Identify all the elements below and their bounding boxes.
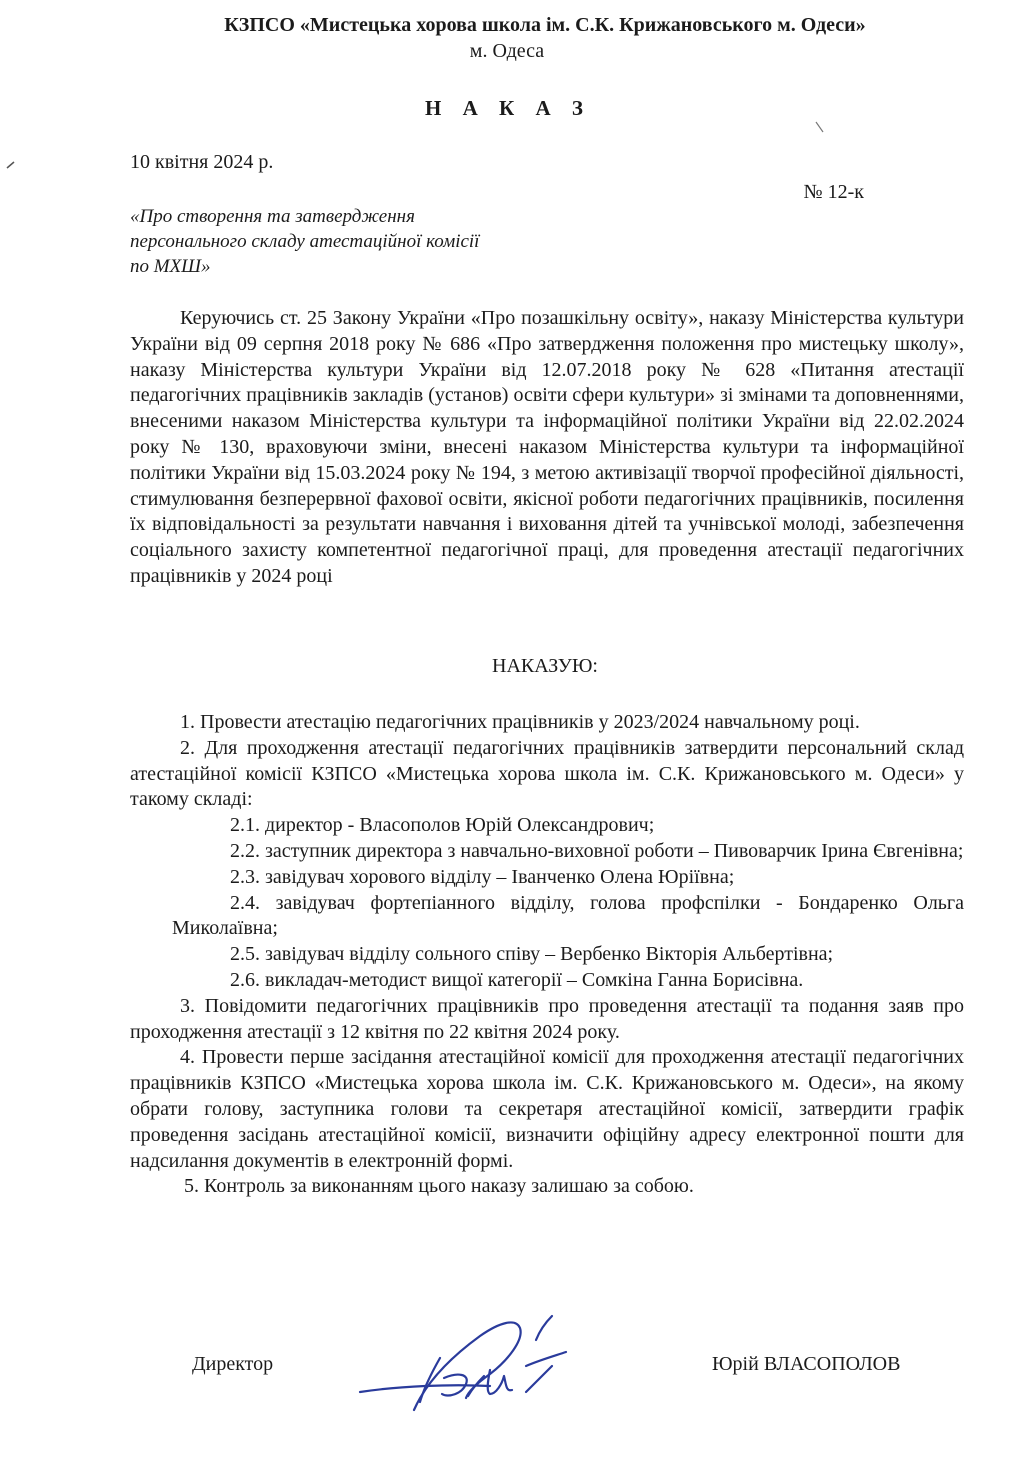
scan-speck xyxy=(6,160,16,170)
signatory-position: Директор xyxy=(192,1353,274,1375)
handwritten-signature xyxy=(340,1300,620,1450)
item-4: 4. Провести перше засідання атестаційної комісії для проходження атестації педагогічних працівників КЗПСО «Мистецька хорова школа ім. С.К. Крижановського м. Одеси», на якому обрати голову, заступника голови та секретаря атестаційної комісії, затвердити графік проведення засідань атестаційної комісії, визначити офіційну адресу електронної пошти для надсилання документів в електронній формі. xyxy=(130,1046,964,1172)
order-subject: «Про створення та затвердження персонального складу атестаційної комісії по МХШ» xyxy=(130,206,480,277)
decree-word: НАКАЗУЮ: xyxy=(492,655,598,677)
item-2: 2. Для проходження атестації педагогічних працівників затвердити персональний склад атестаційної комісії КЗПСО «Мистецька хорова школа ім. С.К. Крижановського м. Одеси» у такому складі: xyxy=(130,736,964,811)
scan-speck xyxy=(814,120,826,134)
order-items xyxy=(130,710,964,1200)
item-2-5: 2.5. завідувач відділу сольного співу – Вербенко Вікторія Альбертівна; xyxy=(230,943,834,966)
order-number: № 12-к xyxy=(803,181,864,203)
item-2-2: 2.2. заступник директора з навчально-виховної роботи – Пивоварчик Ірина Євгенівна; xyxy=(230,839,964,862)
item-3: 3. Повідомити педагогічних працівників про проведення атестації та подання заяв про проходження атестації з 12 квітня по 22 квітня 2024 року. xyxy=(130,994,964,1043)
item-2-4: 2.4. завідувач фортепіанного відділу, голова профспілки - Бондаренко Ольга Миколаївна; xyxy=(172,891,964,940)
item-1: 1. Провести атестацію педагогічних працівників у 2023/2024 навчальному році. xyxy=(180,711,860,733)
item-2-3: 2.3. завідувач хорового відділу – Іванченко Олена Юріївна; xyxy=(230,865,735,888)
item-2-1: 2.1. директор - Власополов Юрій Олександрович; xyxy=(230,814,655,837)
order-title: Н А К А З xyxy=(425,96,591,120)
city-line: м. Одеса xyxy=(469,40,545,62)
institution-header: КЗПСО «Мистецька хорова школа ім. С.К. Крижановського м. Одеси» xyxy=(224,14,866,36)
order-date: 10 квітня 2024 р. xyxy=(130,151,274,173)
preamble-paragraph: Керуючись ст. 25 Закону України «Про позашкільну освіту», наказу Міністерства культури України від 09 серпня 2018 року № 686 «Про затвердження положення про мистецьку школу», наказу Міністерства культури України від 12.07.2018 року № 628 «Питання атестації педагогічних працівників закладів (установ) освіти сфери культури» зі змінами та доповненнями, внесеними наказом Міністерства культури та інформаційної політики України від 22.02.2024 року № 130, враховуючи зміни, внесені наказом Міністерства культури та інформаційної політики України від 15.03.2024 року № 194, з метою активізації творчої професійної діяльності, стимулювання безперервної фахової освіти, якісної роботи педагогічних працівників, посилення їх відповідальності за результати навчання і виховання дітей та учнівської молоді, забезпечення соціального захисту компетентної педагогічної праці, для проведення атестації педагогічних працівників у 2024 році xyxy=(130,307,964,587)
signatory-name: Юрій ВЛАСОПОЛОВ xyxy=(712,1353,901,1375)
item-5: 5. Контроль за виконанням цього наказу залишаю за собою. xyxy=(184,1175,694,1198)
item-2-6: 2.6. викладач-методист вищої категорії – Сомкіна Ганна Борисівна. xyxy=(230,968,804,991)
